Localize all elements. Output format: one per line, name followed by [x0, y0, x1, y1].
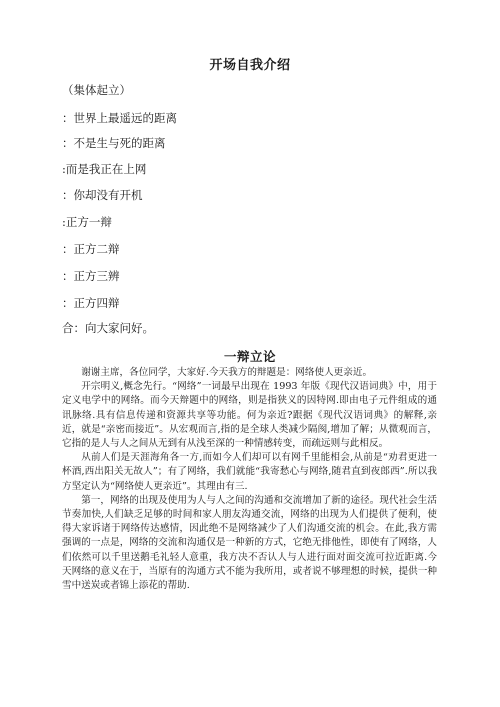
intro-line: ：正方二辩	[62, 242, 120, 256]
intro-line: ：世界上最遥远的距离	[62, 111, 177, 125]
body-text	[62, 366, 437, 593]
paragraph: 第一，网络的出现及使用为人与人之间的沟通和交流增加了新的途径。现代社会生活节奏加快,人们缺乏足够的时间和家人朋友沟通交流，网络的出现为人们提供了便利，使得大家诉诸于网络传达感情，因此绝不是网络减少了人们沟通交流的机会。在此,我方需强调的一点是，网络的交流和沟通仅是一种新的方式，它绝无排他性，即使有了网络，人们依然可以千里送鹅毛礼轻人意重，我方决不否认人与人进行面对面交流可拉近距离.今天网络的意义在于，当原有的沟通方式不能为我所用，或者说不够理想的时候，提供一种雪中送炭或者锦上添花的帮助.	[62, 494, 437, 592]
intro-line: :正方一辩	[62, 215, 112, 229]
intro-line: :而是我正在上网	[62, 162, 147, 176]
section-title: 一辩立论	[223, 349, 276, 364]
intro-line: ：正方四辩	[62, 296, 120, 310]
intro-line: ：不是生与死的距离	[62, 136, 166, 150]
intro-line: ：你却没有开机	[62, 188, 143, 202]
paragraph: 从前人们是天涯海角各一方,而如今人们却可以有网千里能相会,从前是“劝君更进一杯酒,西出阳关无故人”；有了网络，我们就能“我寄愁心与网络,随君直到夜郎西”.所以我方坚定认为“网络使人更亲近”。其理由有三.	[62, 452, 437, 492]
intro-line: ：正方三辨	[62, 269, 120, 283]
paragraph: 谢谢主席，各位同学，大家好.今天我方的辩题是：网络使人更亲近。	[81, 367, 373, 378]
intro-line: （集体起立）	[62, 83, 131, 97]
document-title: 开场自我介绍	[209, 58, 291, 73]
paragraph: 开宗明义,概念先行。“网络”一词最早出现在 1993 年版《现代汉语词典》中，用于定义电学中的网络。而今天辩题中的网络，则是指狭义的因特网.即由电子元件组成的通讯脉络.具有信息传递和资源共享等功能。何为亲近?跟据《现代汉语词典》的解释,亲近，就是“亲密而接近”。从宏观而言,指的是全球人类减少隔阂,增加了解；从微观而言，它指的是人与人之间从无到有从浅至深的一种情感转变，而疏远则与此相反。	[62, 381, 437, 450]
intro-line: 合：向大家问好。	[62, 321, 154, 335]
